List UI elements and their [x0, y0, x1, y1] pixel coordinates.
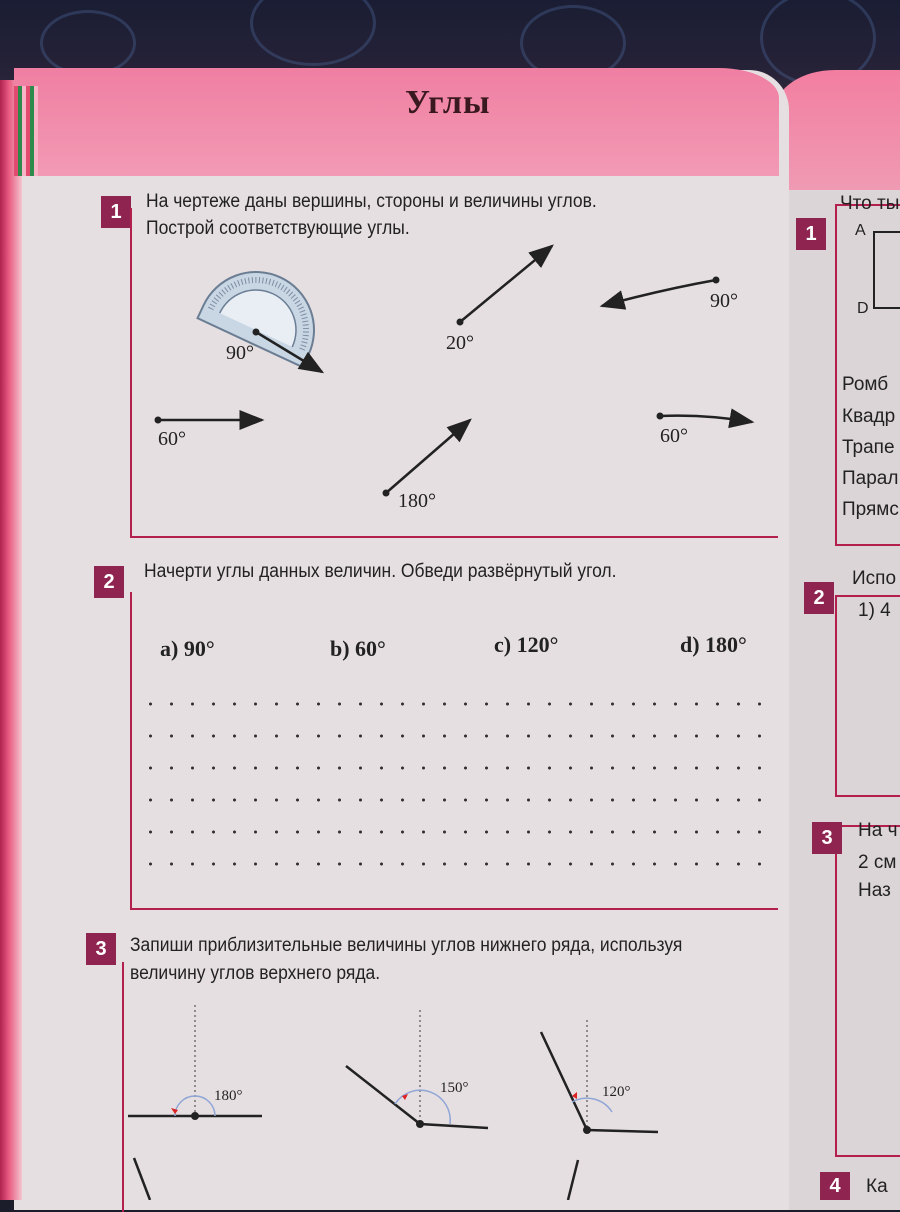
label-1d: 60° — [158, 428, 186, 450]
label-1f: 60° — [660, 425, 688, 447]
angle-3b — [346, 1066, 488, 1128]
page-title: Углы — [405, 84, 491, 121]
vertex-3b — [416, 1120, 424, 1128]
right-task-3-line2: 2 см — [858, 852, 897, 873]
right-task-3-frame — [836, 826, 900, 1156]
ray-1b — [460, 246, 552, 322]
right-task-2-line1: Испо — [852, 568, 897, 589]
vertex-1b — [457, 319, 464, 326]
ray-1f — [660, 416, 752, 422]
right-task-4-number: 4 — [820, 1172, 850, 1200]
choice-c: c) 120° — [494, 632, 559, 657]
label-1a: 90° — [226, 342, 254, 364]
choice-b: b) 60° — [330, 636, 386, 661]
task-2-text: Начерти углы данных величин. Обведи развёрнутый угол. — [144, 561, 617, 582]
right-task-3-line1: На ч — [858, 820, 898, 841]
right-item-3: Трапе — [842, 437, 895, 458]
task-2-number: 2 — [94, 566, 124, 598]
label-1b: 20° — [446, 332, 474, 354]
task-3-text-line1: Запиши приблизительные величины углов нижнего ряда, используя — [130, 935, 683, 956]
right-corner-a: A — [855, 222, 866, 239]
right-item-4: Парал — [842, 468, 899, 489]
vertex-1c — [713, 277, 720, 284]
right-task-3-line3: Наз — [858, 880, 891, 901]
right-task-1-number: 1 — [796, 218, 826, 250]
task-1-text-line1: На чертеже даны вершины, стороны и величины углов. — [146, 191, 597, 212]
protractor-icon — [198, 253, 334, 367]
right-task-4-text: Ка — [866, 1176, 888, 1197]
right-corner-d: D — [857, 300, 869, 317]
right-task-2-number: 2 — [804, 582, 834, 614]
task-1-number: 1 — [101, 196, 131, 228]
task-3-number: 3 — [86, 933, 116, 965]
right-item-1: Ромб — [842, 374, 889, 395]
task-1-text-line2: Построй соответствующие углы. — [146, 218, 410, 239]
choice-a: a) 90° — [160, 636, 215, 661]
vertex-3a — [191, 1112, 199, 1120]
ray-1c — [602, 280, 716, 306]
right-item-5: Прямс — [842, 499, 899, 520]
right-task-1-text: Что ты — [840, 193, 900, 214]
label-3b: 150° — [440, 1080, 469, 1096]
vertex-1a — [253, 329, 260, 336]
angle-3e — [568, 1160, 578, 1200]
right-item-2: Квадр — [842, 406, 896, 427]
right-task-2-line2: 1) 4 — [858, 600, 891, 621]
vertex-3c — [583, 1126, 591, 1134]
vertex-1d — [155, 417, 162, 424]
right-task-2-frame — [836, 596, 900, 796]
angle-3d — [134, 1158, 150, 1200]
label-3c: 120° — [602, 1084, 631, 1100]
label-3a: 180° — [214, 1088, 243, 1104]
vertex-1e — [383, 490, 390, 497]
vertex-1f — [657, 413, 664, 420]
ray-1e — [386, 420, 470, 493]
right-square — [874, 232, 900, 308]
label-1c: 90° — [710, 290, 738, 312]
right-task-3-number: 3 — [812, 822, 842, 854]
label-1e: 180° — [398, 490, 436, 512]
angle-3c — [541, 1032, 658, 1132]
choice-d: d) 180° — [680, 632, 747, 657]
task-3-text-line2: величину углов верхнего ряда. — [130, 963, 381, 984]
